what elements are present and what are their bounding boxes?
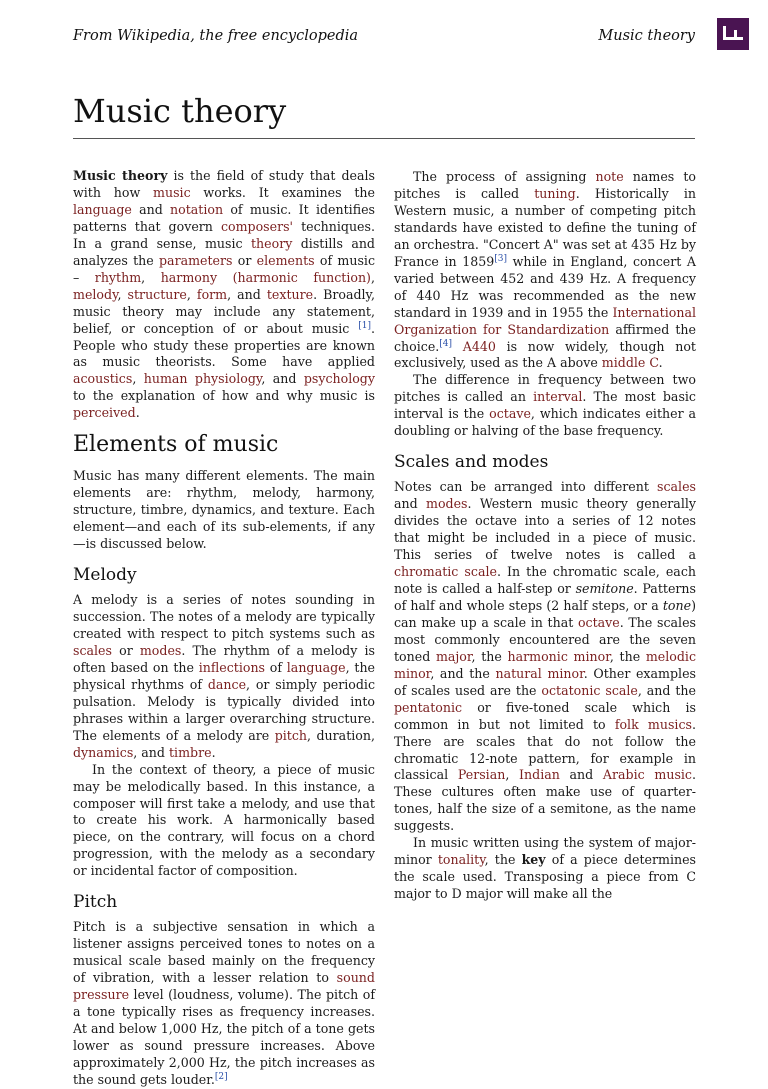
link-texture[interactable]: texture — [266, 286, 314, 302]
link-parameters[interactable]: parameters — [159, 252, 233, 268]
link-interval[interactable]: interval — [533, 389, 583, 405]
page-title: Music theory — [73, 92, 287, 130]
melody-paragraph-2: In the context of theory, a piece of music may be melodically based. In this instance, a composer will first take a melody, and use that to create his work. A harmonically based piece, on the contrary, will focus on a chord progression, with the melody as a secondary or incidental factor of composition. — [73, 761, 375, 879]
link-sound-pressure[interactable]: sound pressure — [73, 970, 375, 1003]
subheading-melody: Melody — [73, 565, 137, 586]
link-language-2[interactable]: language — [286, 659, 346, 675]
link-human-physiology[interactable]: human physiology — [143, 371, 262, 387]
link-harmonic-minor[interactable]: harmonic minor — [507, 648, 610, 664]
link-melody[interactable]: melody — [73, 286, 118, 302]
link-theory[interactable]: theory — [250, 235, 293, 251]
section-heading-elements: Elements of music — [73, 432, 279, 458]
link-composers[interactable]: composers' — [220, 218, 294, 234]
intro-paragraph: Music theory is the field of study that deals with how music works. It examines the language and notation of music. It identifies patterns that govern composers' techniques. In a grand sense, music theory distills and analyzes the parameters or elements of music – rhythm, harmony (harmonic function), melody, structure, form, and texture. Broadly, music theory may include any statement, belief, or conception of or about music [1]. People who study these properties are known as music theorists. Some have applied acoustics, human physiology, and psychology to the explanation of how and why music is perceived. — [73, 168, 376, 421]
link-dance[interactable]: dance — [207, 676, 247, 692]
link-octave[interactable]: octave — [489, 406, 531, 422]
link-modes-2[interactable]: modes — [426, 496, 468, 512]
link-perceived[interactable]: perceived — [73, 405, 136, 421]
link-psychology[interactable]: psychology — [303, 371, 375, 387]
link-octatonic-scale[interactable]: octatonic scale — [541, 682, 638, 698]
pitch-paragraph-2: The process of assigning note names to pitches is called tuning. Historically in Western music, a number of competing pitch standards have existed to define the tuning of an orchestra. "Concert A" was set at 435 Hz by France in 1859[3] while in England, concert A varied between 452 and 439 Hz. A frequency of 440 Hz was recommended as the new standard in 1939 and in 1955 the International Organization for Standardization affirmed the choice.[4] A440 is now widely, though not exclusively, used as the A above middle C. — [394, 169, 696, 371]
link-arabic-music[interactable]: Arabic music — [602, 767, 692, 783]
link-chromatic-scale[interactable]: chromatic scale — [394, 564, 497, 580]
link-dynamics[interactable]: dynamics — [73, 744, 134, 760]
link-structure[interactable]: structure — [127, 286, 187, 302]
link-pitch[interactable]: pitch — [274, 727, 308, 743]
pitch-paragraph-3: The difference in frequency between two pitches is called an interval. The most basic interval is the octave, which indicates either a doubling or halving of the base frequency. — [394, 372, 697, 439]
term-semitone: semitone — [575, 580, 634, 596]
link-folk-musics[interactable]: folk musics — [614, 716, 692, 732]
link-harmony[interactable]: harmony (harmonic function) — [160, 269, 371, 285]
link-inflections[interactable]: inflections — [198, 659, 266, 675]
running-header — [73, 28, 695, 48]
link-scales-2[interactable]: scales — [657, 479, 696, 495]
title-divider — [73, 138, 695, 139]
link-acoustics[interactable]: acoustics — [73, 371, 133, 387]
link-middle-c[interactable]: middle C — [601, 355, 659, 371]
citation-1[interactable]: [1] — [358, 320, 371, 331]
term-bold: Music theory — [73, 168, 168, 183]
subheading-scales-and-modes: Scales and modes — [394, 452, 549, 473]
link-major[interactable]: major — [435, 648, 472, 664]
link-modes[interactable]: modes — [139, 642, 182, 658]
link-indian[interactable]: Indian — [519, 767, 560, 783]
left-column — [73, 168, 375, 1089]
citation-2[interactable]: [2] — [214, 1071, 228, 1082]
melody-paragraph: A melody is a series of notes sounding in succession. The notes of a melody are typically created with respect to pitch systems such as scales or modes. The rhythm of a melody is often based on the inflections of language, the physical rhythms of dance, or simply periodic pulsation. Melody is typically divided into phrases within a larger overarching structure. The elements of a melody are pitch, duration, dynamics, and timbre. — [73, 592, 376, 760]
bookmark-logo-icon — [717, 18, 749, 50]
link-a440[interactable]: A440 — [462, 338, 496, 354]
link-note[interactable]: note — [595, 169, 624, 184]
citation-3[interactable]: [3] — [494, 253, 507, 264]
source-line: From Wikipedia, the free encyclopedia — [73, 28, 359, 44]
elements-paragraph: Music has many different elements. The main elements are: rhythm, melody, harmony, structure, timbre, dynamics, and texture. Each element—and each of its sub-elements, if any—is discussed below. — [73, 468, 375, 552]
term-tone: tone — [662, 597, 692, 613]
link-scales[interactable]: scales — [73, 642, 112, 658]
link-melodic-minor[interactable]: melodic minor — [394, 648, 696, 681]
link-music[interactable]: music — [153, 184, 191, 200]
link-persian[interactable]: Persian — [457, 767, 506, 783]
running-title: Music theory — [598, 28, 695, 44]
link-elements[interactable]: elements — [256, 252, 315, 268]
scales-paragraph: Notes can be arranged into different scales and modes. Western music theory generally divides the octave into a series of 12 notes that might be included in a piece of music. This series of twelve notes is called a chromatic scale. In the chromatic scale, each note is called a half-step or semitone. Patterns of half and whole steps (2 half steps, or a tone) can make up a scale in that octave. The scales most commonly encountered are the seven toned major, the harmonic minor, the melodic minor, and the natural minor. Other examples of scales used are the octatonic scale, and the pentatonic or five-toned scale which is common in but not limited to folk musics. There are scales that do not follow the chromatic 12-note pattern, for example in classical Persian, Indian and Arabic music. These cultures often make use of quarter-tones, half the size of a semitone, as the name suggests. — [394, 479, 696, 834]
link-rhythm[interactable]: rhythm — [94, 269, 142, 285]
link-notation[interactable]: notation — [170, 201, 224, 217]
scales-paragraph-2: In music written using the system of major-minor tonality, the key of a piece determines the scale used. Transposing a piece from C major to D major will make all the — [394, 835, 697, 902]
subheading-pitch: Pitch — [73, 892, 118, 913]
link-octave-2[interactable]: octave — [577, 614, 620, 630]
term-key: key — [521, 852, 546, 868]
link-iso[interactable]: International Organization for Standardization — [394, 304, 696, 337]
link-tuning[interactable]: tuning — [534, 185, 576, 201]
link-tonality[interactable]: tonality — [437, 852, 485, 868]
link-natural-minor[interactable]: natural minor — [495, 665, 584, 681]
link-language[interactable]: language — [73, 201, 132, 217]
right-column — [394, 169, 696, 903]
link-timbre[interactable]: timbre — [169, 744, 212, 760]
link-pentatonic[interactable]: pentatonic — [394, 699, 463, 715]
citation-4[interactable]: [4] — [439, 338, 453, 349]
link-form[interactable]: form — [196, 286, 228, 302]
pitch-paragraph: Pitch is a subjective sensation in which a listener assigns perceived tones to notes on a musical scale based mainly on the frequency of vibration, with a lesser relation to sound pressure level (loudness, volume). The pitch of a tone typically rises as frequency increases. At and below 1,000 Hz, the pitch of a tone gets lower as sound pressure increases. Above approximately 2,000 Hz, the pitch increases as the sound gets louder.[2] — [73, 919, 375, 1087]
